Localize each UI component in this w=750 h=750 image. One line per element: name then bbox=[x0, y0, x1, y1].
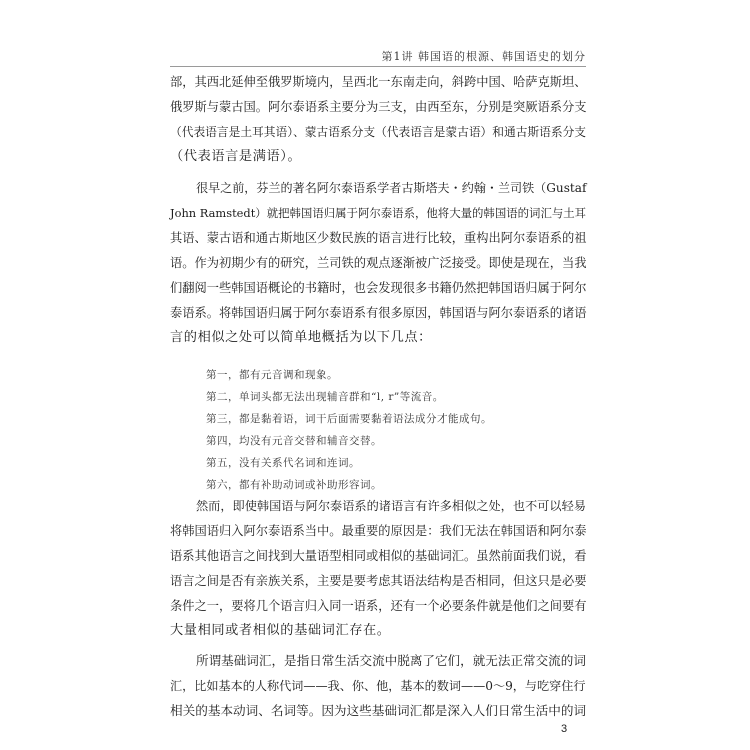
list-item: 第六，都有补助动词或补助形容词。 bbox=[206, 479, 382, 491]
text-line: 相关的基本动词、名词等。因为这些基础词汇都是深入人们日常生活中的词 bbox=[170, 703, 587, 718]
text-line: 条件之一，要将几个语言归入同一语系，还有一个必要条件就是他们之间要有 bbox=[170, 599, 587, 613]
list-item: 第二，单词头都无法出现辅音群和“l, r”等流音。 bbox=[206, 391, 444, 403]
text-line: 言的相似之处可以简单地概括为以下几点： bbox=[170, 330, 432, 345]
text-line: 语言之间是否有亲族关系，主要是要考虑其语法结构是否相同，但这只是必要 bbox=[170, 574, 587, 588]
text-line: 语。作为初期少有的研究，兰司铁的观点逐渐被广泛接受。即使是现在，当我 bbox=[170, 256, 587, 270]
text-line: 其语、蒙古语和通古斯地区少数民族的语言进行比较，重构出阿尔泰语系的祖 bbox=[170, 231, 587, 245]
text-line: 然而，即使韩国语与阿尔泰语系的诸语言有许多相似之处，也不可以轻易 bbox=[196, 499, 586, 513]
text-line: 语系其他语言之间找到大量语型相同或相似的基础词汇。虽然前面我们说，看 bbox=[170, 549, 587, 563]
list-item: 第一，都有元音调和现象。 bbox=[206, 369, 338, 381]
list-item: 第四，均没有元音交替和辅音交替。 bbox=[206, 435, 382, 447]
text-line: 部，其西北延伸至俄罗斯境内，呈西北一东南走向，斜跨中国、哈萨克斯坦、 bbox=[170, 75, 587, 89]
text-line: 所谓基础词汇，是指日常生活交流中脱离了它们，就无法正常交流的词 bbox=[196, 653, 586, 668]
list-item: 第五，没有关系代名词和连词。 bbox=[206, 457, 360, 469]
header-rule bbox=[170, 66, 586, 67]
text-line: 汇，比如基本的人称代词——我、你、他，基本的数词——0～9，与吃穿住行 bbox=[170, 679, 586, 693]
text-line: 大量相同或者相似的基础词汇存在。 bbox=[170, 623, 391, 638]
list-item: 第三，都是黏着语，词干后面需要黏着语法成分才能成句。 bbox=[206, 413, 492, 425]
text-line: 很早之前，芬兰的著名阿尔泰语系学者古斯塔夫・约翰・兰司铁（Gustaf bbox=[196, 181, 587, 195]
text-line: （代表语言是满语）。 bbox=[170, 149, 302, 164]
text-line: 们翻阅一些韩国语概论的书籍时，也会发现很多书籍仍然把韩国语归属于阿尔 bbox=[170, 281, 587, 295]
text-line: 将韩国语归入阿尔泰语系当中。最重要的原因是：我们无法在韩国语和阿尔泰 bbox=[170, 524, 587, 538]
text-line: 俄罗斯与蒙古国。阿尔泰语系主要分为三支，由西至东，分别是突厥语系分支 bbox=[170, 100, 587, 114]
text-line: John Ramstedt）就把韩国语归属于阿尔泰语系，他将大量的韩国语的词汇与土耳 bbox=[170, 206, 587, 220]
running-header: 第1讲 韩国语的根源、韩国语史的划分 bbox=[381, 50, 586, 63]
page-number: 3 bbox=[561, 723, 568, 735]
text-line: 泰语系。将韩国语归属于阿尔泰语系有很多原因，韩国语与阿尔泰语系的诸语 bbox=[170, 306, 587, 320]
text-line: （代表语言是土耳其语）、蒙古语系分支（代表语言是蒙古语）和通古斯语系分支 bbox=[170, 125, 587, 139]
